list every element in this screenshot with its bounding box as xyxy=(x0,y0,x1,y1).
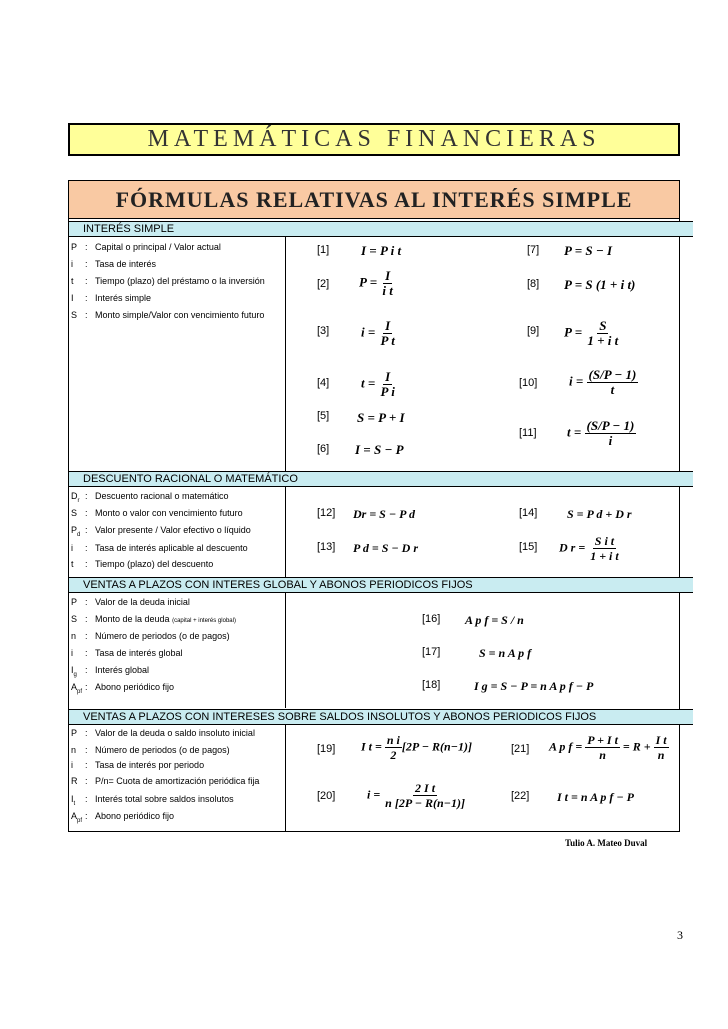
formula-number: [12] xyxy=(317,507,336,519)
formula-21: A p f = $\frac{\text{P + I t}}{n}$ = R + $\frac{\text{I t}}{n}$ xyxy=(549,733,667,762)
formula-number: [3] xyxy=(317,325,330,337)
formula-3: i = $\frac{I}{\text{P t}}$ xyxy=(361,318,395,348)
definition-item: n : Número de periodos (o de pagos) xyxy=(71,631,230,641)
column-divider xyxy=(285,487,286,577)
definition-item: S : Monto de la deuda (capital + interés global) xyxy=(71,614,236,624)
definition-item: i : Tasa de interés por periodo xyxy=(71,760,205,770)
formula-number: [6] xyxy=(317,443,330,455)
definition-item: $I_t$ : Interés total sobre saldos insolutos xyxy=(71,794,234,807)
formula-20: i = $\frac{\text{2 I t}}{n [2P - R(n-1)]}$ xyxy=(367,781,465,810)
definition-item: $P_d$ : Valor presente / Valor efectivo o líquido xyxy=(71,525,251,538)
definition-item: i : Tasa de interés global xyxy=(71,648,183,658)
formula-2: P = $\frac{I}{\text{i t}}$ xyxy=(359,268,393,298)
author-credit: Tulio A. Mateo Duval xyxy=(565,838,648,848)
formula-sheet xyxy=(68,180,680,832)
formula-number: [4] xyxy=(317,377,330,389)
formula-number: [22] xyxy=(511,790,530,802)
formula-number: [7] xyxy=(527,244,540,256)
definition-item: i : Tasa de interés aplicable al descuento xyxy=(71,543,248,553)
definition-item: R : P/n= Cuota de amortización periódica fija xyxy=(71,776,260,786)
formula-6: I = S − P xyxy=(355,442,404,457)
formula-19: I t = $\frac{\text{n i}}{2}$ [2P − R(n−1)] xyxy=(361,733,472,762)
definition-item: $D_r$ : Descuento racional o matemático xyxy=(71,491,229,504)
formula-4: t = $\frac{I}{\text{P i}}$ xyxy=(361,369,395,399)
banner-title-text: MATEMÁTICAS FINANCIERAS xyxy=(147,126,601,152)
formula-16: A p f = S / n xyxy=(465,613,524,627)
definition-item: $I_g$ : Interés global xyxy=(71,665,150,678)
formula-number: [20] xyxy=(317,790,336,802)
formula-number: [18] xyxy=(422,679,441,691)
column-divider xyxy=(285,237,286,471)
section-title-saldos-insolutos: VENTAS A PLAZOS CON INTERESES SOBRE SALDOS INSOLUTOS Y ABONOS PERIODICOS FIJOS xyxy=(69,709,693,725)
definition-item: i : Tasa de interés xyxy=(71,259,157,269)
formula-number: [14] xyxy=(519,507,538,519)
definition-item: t : Tiempo (plazo) del préstamo o la inversión xyxy=(71,276,265,286)
definition-item: P : Capital o principal / Valor actual xyxy=(71,242,221,252)
formula-1: I = P i t xyxy=(361,243,402,258)
formula-18: I g = S − P = n A p f − P xyxy=(474,679,594,693)
formula-number: [10] xyxy=(519,377,538,389)
formula-number: [13] xyxy=(317,541,336,553)
definition-item: $A_{pf}$ : Abono periódico fijo xyxy=(71,811,175,824)
page-number: 3 xyxy=(677,928,683,942)
formula-13: P d = S − D r xyxy=(353,541,419,555)
formula-number: [21] xyxy=(511,743,530,755)
definition-item: S : Monto simple/Valor con vencimiento futuro xyxy=(71,310,265,320)
formula-number: [11] xyxy=(519,427,537,439)
formula-7: P = S − I xyxy=(564,243,613,258)
formula-10: i = $\frac{(S/P - 1)}{t}$ xyxy=(569,367,637,397)
formula-5: S = P + I xyxy=(357,410,405,425)
formula-number: [17] xyxy=(422,646,441,658)
formula-number: [15] xyxy=(519,541,538,553)
formula-number: [5] xyxy=(317,410,330,422)
formula-22: I t = n A p f − P xyxy=(557,790,635,804)
formula-14: S = P d + D r xyxy=(567,507,632,521)
definition-item: S : Monto o valor con vencimiento futuro xyxy=(71,508,243,518)
column-divider xyxy=(285,593,286,708)
column-divider xyxy=(285,725,286,832)
formula-15: D r = $\frac{\text{S i t}}{\text{1 + i t}}$ xyxy=(559,534,619,563)
formula-17: S = n A p f xyxy=(479,646,532,660)
section-title-descuento-racional: DESCUENTO RACIONAL O MATEMÁTICO xyxy=(69,471,693,487)
formula-number: [9] xyxy=(527,325,540,337)
definition-item: I : Interés simple xyxy=(71,293,152,303)
formula-11: t = $\frac{(S/P - 1)}{i}$ xyxy=(567,418,635,448)
definition-item: n : Número de periodos (o de pagos) xyxy=(71,745,230,755)
sheet-header xyxy=(69,181,679,219)
formula-number: [1] xyxy=(317,244,330,256)
definition-item: P : Valor de la deuda inicial xyxy=(71,597,190,607)
definition-item: $A_{pf}$ : Abono periódico fijo xyxy=(71,682,175,695)
sheet-header-text: FÓRMULAS RELATIVAS AL INTERÉS SIMPLE xyxy=(115,186,633,212)
section-title-interes-global: VENTAS A PLAZOS CON INTERES GLOBAL Y ABONOS PERIODICOS FIJOS xyxy=(69,577,693,593)
formula-number: [19] xyxy=(317,743,336,755)
formula-number: [2] xyxy=(317,278,330,290)
section-title-interes-simple: INTERÉS SIMPLE xyxy=(69,221,693,237)
formula-8: P = S (1 + i t) xyxy=(564,277,636,292)
formula-number: [16] xyxy=(422,613,441,625)
formula-number: [8] xyxy=(527,278,540,290)
formula-12: Dr = S − P d xyxy=(353,507,416,521)
definition-item: P : Valor de la deuda o saldo insoluto inicial xyxy=(71,728,255,738)
formula-9: P = $\frac{S}{\text{1 + i t}}$ xyxy=(564,318,619,348)
banner-title xyxy=(68,123,680,156)
definition-item: t : Tiempo (plazo) del descuento xyxy=(71,559,214,569)
